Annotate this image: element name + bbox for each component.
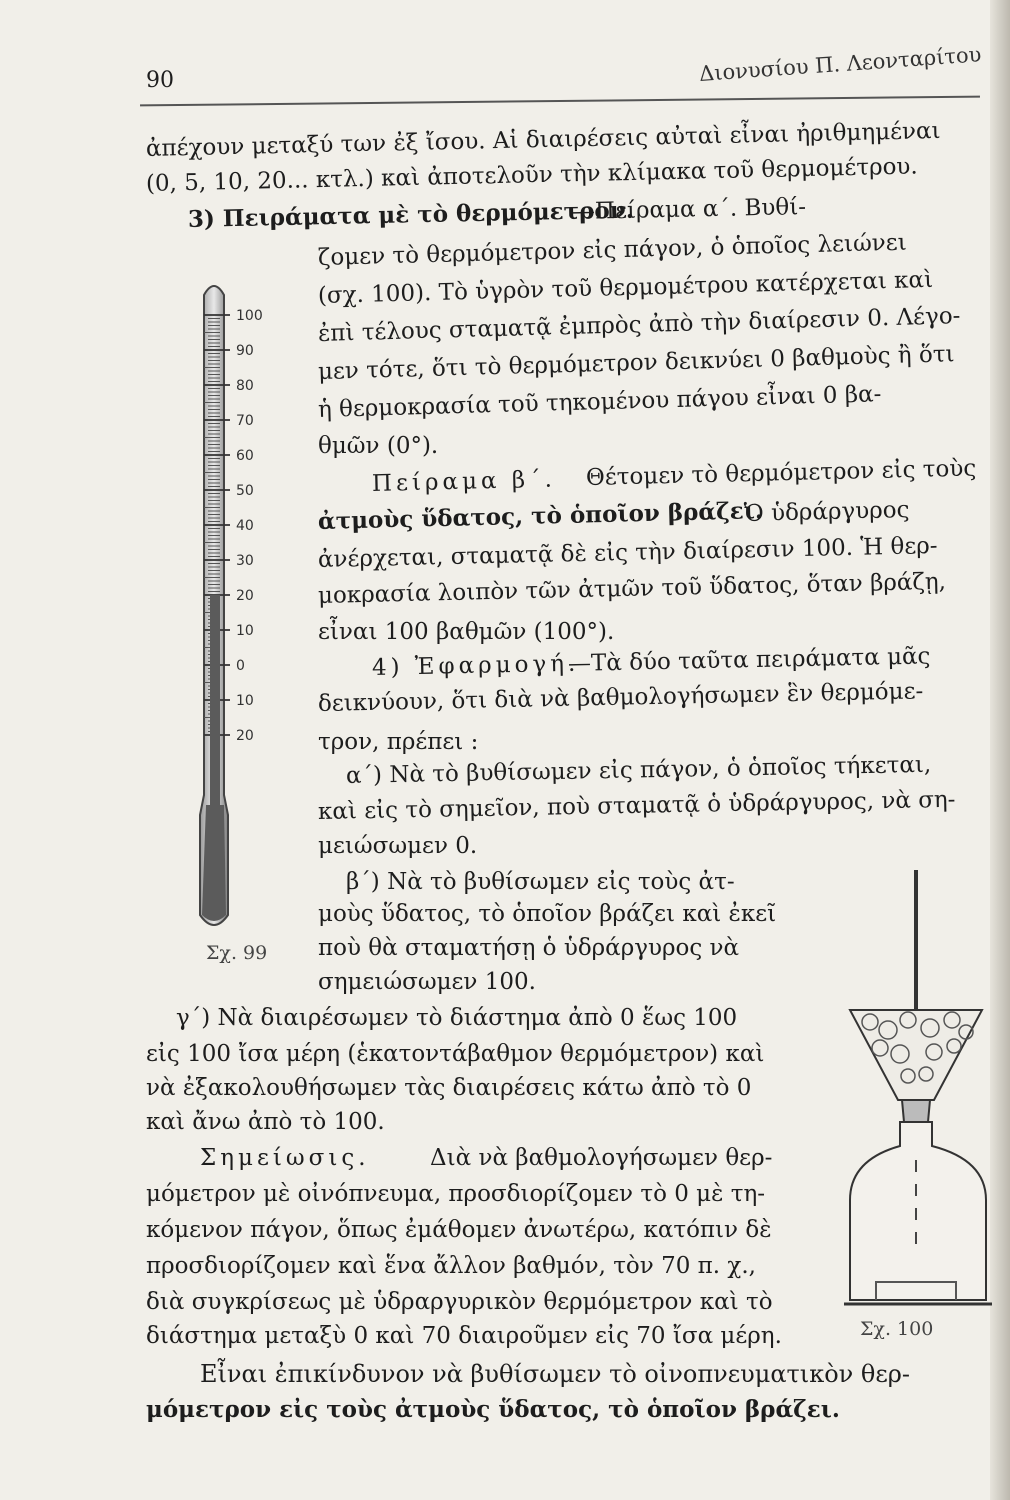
text-line: ἀνέρχεται, σταματᾷ δὲ εἰς τὴν διαίρεσιν 100. Ἡ θερ-	[317, 532, 938, 573]
text-line: β΄) Νὰ τὸ βυθίσωμεν εἰς τοὺς ἀτ-	[346, 869, 735, 895]
text-line: α΄) Νὰ τὸ βυθίσωμεν εἰς πάγον, ὁ ὁποῖος τήκεται,	[345, 751, 932, 789]
text-line: Ὁ ὑδράργυρος	[743, 496, 910, 527]
text-line: (σχ. 100). Τὸ ὑγρὸν τοῦ θερμομέτρου κατέρχεται καὶ	[317, 266, 934, 309]
scale-label: 70	[236, 413, 254, 429]
text-line: εἶναι 100 βαθμῶν (100°).	[318, 619, 615, 645]
page-number: 90	[146, 68, 174, 93]
text-line: θμῶν (0°).	[318, 433, 439, 459]
text-line: προσδιορίζομεν καὶ ἕνα ἄλλον βαθμόν, τὸν 70 π. χ.,	[146, 1253, 756, 1279]
text-line: μοὺς ὕδατος, τὸ ὁποῖον βράζει καὶ ἐκεῖ	[318, 901, 777, 927]
text-line: —Τὰ δύο ταῦτα πειράματα μᾶς	[567, 643, 931, 677]
text-line: —Πείραμα α΄. Βυθί-	[571, 194, 807, 225]
text-line: νὰ ἐξακολουθήσωμεν τὰς διαιρέσεις κάτω ἀπὸ τὸ 0	[146, 1075, 752, 1101]
scale-label: 20	[236, 728, 254, 744]
text-line: (0, 5, 10, 20... κτλ.) καὶ ἀποτελοῦν τὴν κλίμακα τοῦ θερμομέτρου.	[145, 153, 918, 197]
text-line: μόμετρον μὲ οἰνόπνευμα, προσδιορίζομεν τὸ 0 μὲ τη-	[146, 1181, 766, 1207]
text-line: ἡ θερμοκρασία τοῦ τηκομένου πάγου εἶναι 0 βα-	[317, 381, 882, 423]
text-line: δεικνύουν, ὅτι διὰ νὰ βαθμολογήσωμεν ἓν θερμόμε-	[317, 678, 924, 717]
scale-label: 10	[236, 693, 254, 709]
spaced-heading: Πείραμα β΄.	[371, 466, 557, 497]
running-header-author: Διονυσίου Π. Λεονταρίτου	[698, 42, 983, 86]
scale-label: 30	[236, 553, 254, 569]
text-line: Θέτομεν τὸ θερμόμετρον εἰς τοὺς	[585, 455, 977, 491]
scale-label: 80	[236, 378, 254, 394]
scale-label: 50	[236, 483, 254, 499]
scale-label: 60	[236, 448, 254, 464]
text-line: ζομεν τὸ θερμόμετρον εἰς πάγον, ὁ ὁποῖος λειώνει	[317, 229, 907, 271]
scale-label: 20	[236, 588, 254, 604]
text-line: ποὺ θὰ σταματήσῃ ὁ ὑδράργυρος νὰ	[318, 935, 740, 961]
text-line: τρον, πρέπει :	[318, 729, 479, 755]
text-line: μεν τότε, ὅτι τὸ θερμόμετρον δεικνύει 0 βαθμοὺς ἢ ὅτι	[317, 341, 955, 385]
mercury-column	[210, 595, 220, 835]
text-line: ἀτμοὺς ὕδατος, τὸ ὁποῖον βράζει.	[317, 497, 764, 535]
text-line: γ΄) Νὰ διαιρέσωμεν τὸ διάστημα ἀπὸ 0 ἕως 100	[176, 1005, 738, 1031]
text-line: μοκρασία λοιπὸν τῶν ἀτμῶν τοῦ ὕδατος, ὅταν βράζῃ,	[317, 568, 947, 609]
spaced-heading: Σημείωσις.	[200, 1145, 370, 1171]
text-line: καὶ ἄνω ἀπὸ τὸ 100.	[146, 1109, 385, 1135]
figure-100-caption: Σχ. 100	[860, 1318, 934, 1340]
scale-label: 90	[236, 343, 254, 359]
figure-99-caption: Σχ. 99	[206, 942, 268, 964]
scale-label: 10	[236, 623, 254, 639]
text-line: μειώσωμεν 0.	[318, 833, 478, 859]
text-line: Διὰ νὰ βαθμολογήσωμεν θερ-	[430, 1145, 773, 1171]
scale-label: 0	[236, 658, 245, 674]
text-line: σημειώσωμεν 100.	[318, 969, 536, 995]
header-rule	[140, 96, 980, 107]
spaced-heading: 4) Ἐφαρμογή.	[371, 650, 580, 681]
scale-labels	[236, 308, 263, 744]
text-line: μόμετρον εἰς τοὺς ἀτμοὺς ὕδατος, τὸ ὁποῖον βράζει.	[146, 1396, 840, 1423]
scale-label: 100	[236, 308, 263, 324]
text-line: ἐπὶ τέλους σταματᾷ ἐμπρὸς ἀπὸ τὴν διαίρεσιν 0. Λέγο-	[317, 303, 961, 347]
thermometer-bulb	[202, 805, 226, 921]
text-line: εἰς 100 ἴσα μέρη (ἑκατοντάβαθμον θερμόμετρον) καὶ	[146, 1041, 765, 1067]
scale-label: 40	[236, 518, 254, 534]
text-line: καὶ εἰς τὸ σημεῖον, ποὺ σταματᾷ ὁ ὑδράργυρος, νὰ ση-	[317, 786, 956, 825]
text-line: ἀπέχουν μεταξύ των ἐξ ἴσου. Αἱ διαιρέσεις αὐταὶ εἶναι ἠριθμημέναι	[145, 117, 941, 162]
thermometer-figure-99	[186, 275, 282, 935]
text-line: διὰ συγκρίσεως μὲ ὑδραργυρικὸν θερμόμετρον καὶ τὸ	[146, 1289, 773, 1315]
text-line: κόμενον πάγον, ὅπως ἐμάθομεν ἀνωτέρω, κατόπιν δὲ	[146, 1217, 772, 1243]
text-line: Εἶναι ἐπικίνδυνον νὰ βυθίσωμεν τὸ οἰνοπνευματικὸν θερ-	[200, 1360, 910, 1388]
section-heading: 3) Πειράματα μὲ τὸ θερμόμετρον.	[187, 196, 634, 233]
text-line: διάστημα μεταξὺ 0 καὶ 70 διαιροῦμεν εἰς 70 ἴσα μέρη.	[146, 1323, 782, 1349]
ice-apparatus-figure-100	[836, 860, 996, 1320]
